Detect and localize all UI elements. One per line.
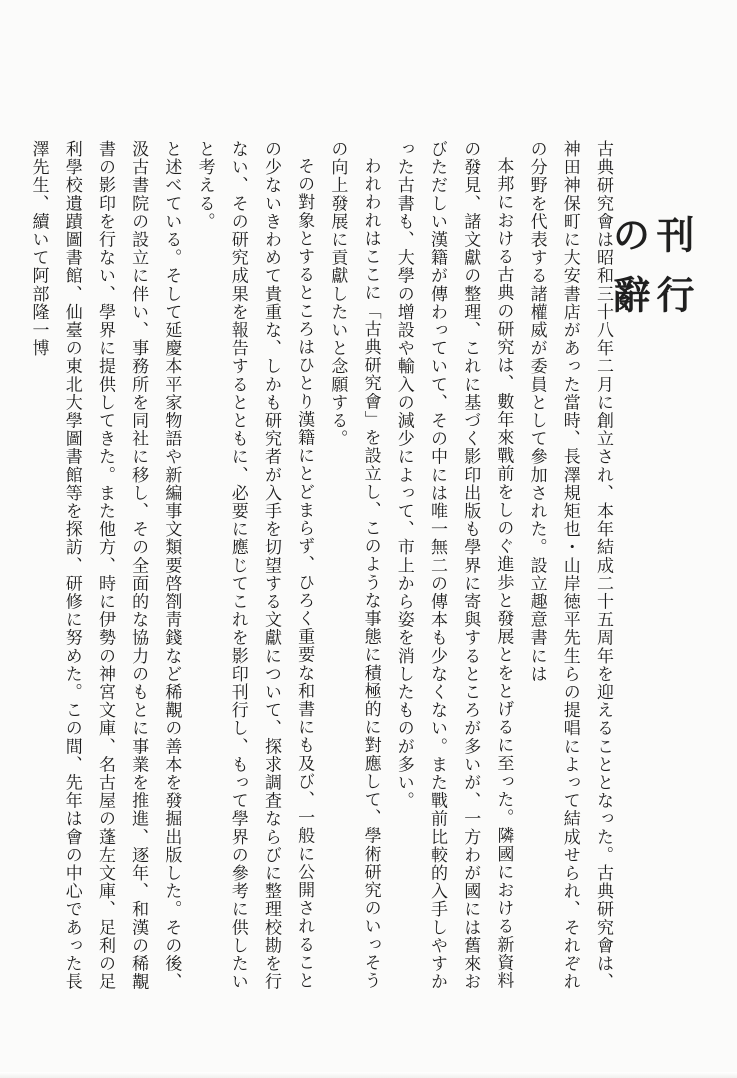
body-text [21, 140, 619, 992]
page-title: 刊行の辭 [606, 215, 695, 335]
paragraph-prospectus-1: 本邦における古典の研究は、數年來戰前をしのぐ進歩と發展とをとげるに至った。隣國における新資料の發見、諸文獻の整理、これに基づく影印出版も學界に寄與するところが多いが、一方わが國には舊來おびただしい漢籍が傳わっていて、その中には唯一無二の傳本も少なくない。また戰前比較的入手しやすかった古書も、大學の增設や輸入の減少によって、市上から姿を消したものが多い。 [393, 140, 514, 991]
paragraph-prospectus-3: その對象とするところはひとり漢籍にとどまらず、ひろく重要な和書にも及び、一般に公開されることの少ないきわめて貴重な、しかも研究者が入手を切望する文獻について、探求調査ならびに整理校勘を行ない、その研究成果を報告するとともに、必要に應じてこれを影印刊行し、もって學界の參考に供したいと考える。 [194, 140, 315, 991]
paragraph-history: と述べている。そして延慶本平家物語や新編事文類要啓劄靑錢など稀覯の善本を發掘出版した。その後、汲古書院の設立に伴い、事務所を同社に移し、その全面的な協力のもとに事業を推進、逐年、和漢の稀覯書の影印を行ない、學界に提供してきた。また他方、時に伊勢の神宮文庫、名古屋の蓬左文庫、足利の足利學校遺蹟圖書館、仙臺の東北大學圖書館等を探訪、研修に努めた。この間、先年は會の中心であった長澤先生、續いて阿部隆一博 [28, 140, 182, 991]
page-edge [0, 1072, 737, 1078]
paragraph-prospectus-2: われわれはここに「古典研究會」を設立し、このような事態に積極的に對應して、學術研究のいっそうの向上發展に貢獻したいと念願する。 [327, 140, 381, 990]
paragraph-founding: 古典研究會は昭和三十八年二月に創立され、本年結成二十五周年を迎えることとなった。古典研究會は、神田神保町に大安書店があった當時、長澤規矩也・山岸徳平先生らの提唱によって結成せられ、それぞれの分野を代表する諸權威が委員として參加された。設立趣意書には [526, 140, 613, 991]
